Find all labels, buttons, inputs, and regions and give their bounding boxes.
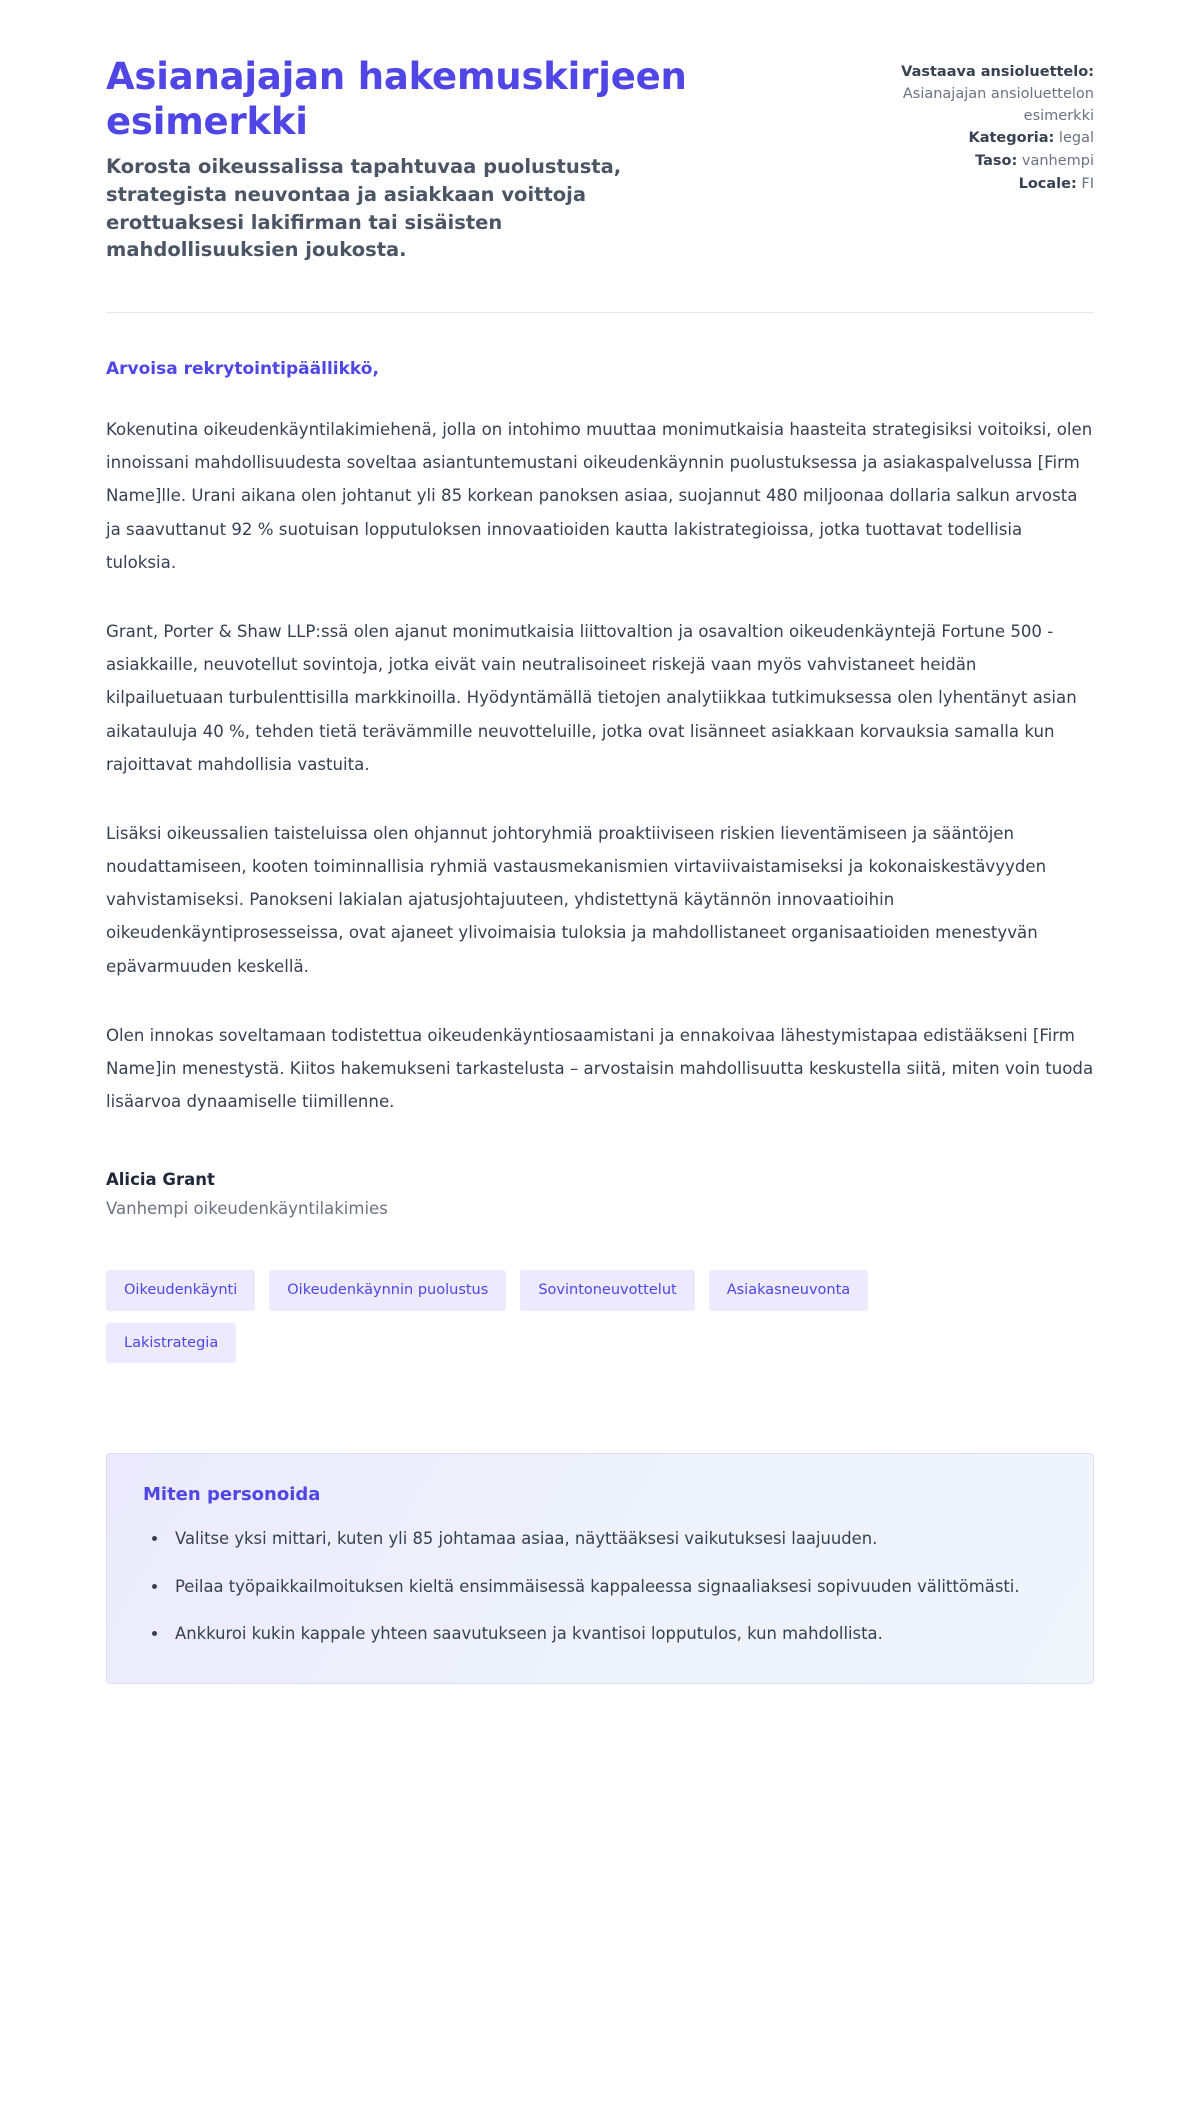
letter-salutation: Arvoisa rekrytointipäällikkö, [106, 359, 379, 379]
document-header [106, 44, 1094, 264]
meta-level-value: vanhempi [1021, 153, 1094, 169]
callout-title: Miten personoida [143, 1484, 321, 1506]
letter-paragraph: Grant, Porter & Shaw LLP:ssä olen ajanut monimutkaisia liittovaltion ja osavaltion oikeudenkäyntejä Fortune 500 -asiakkaille, neuvotellut sovintoja, jotka eivät vain neutralisoineet riskejä vaan myös vahvistaneet heidän kilpailuetuaan turbulenttisilla markkinoilla. Hyödyntämällä tietojen analytiikkaa tutkimuksessa olen lyhentänyt asian aikatauluja 40 %, tehden tietä terävämmille neuvotteluille, jotka ovat lisänneet asiakkaan korvauksia samalla kun rajoittavat mahdollisia vastuita. [106, 621, 1077, 774]
callout-list-item: • Valitse yksi mittari, kuten yli 85 johtamaa asiaa, näyttääksesi vaikutuksesi laajuuden. [169, 1523, 1057, 1554]
page-title: Asianajajan hakemuskirjeen esimerkki [106, 55, 687, 144]
letter-paragraph: Kokenutina oikeudenkäyntilakimiehenä, jolla on intohimo muuttaa monimutkaisia haasteita strategisiksi voitoiksi, olen innoissani mahdollisuudesta soveltaa asiantuntemustani oikeudenkäynnin puolustuksessa ja asiakaspalvelussa [Firm Name]lle. Urani aikana olen johtanut yli 85 korkean panoksen asiaa, suojannut 480 miljoonaa dollaria salkun arvosta ja saavuttanut 92 % suotuisan lopputuloksen innovaatioiden kautta lakistrategioissa, jotka tuottavat todellisia tuloksia. [106, 420, 1093, 572]
tag-list [106, 1270, 946, 1363]
callout-list [143, 1523, 1057, 1649]
header-title-block [106, 54, 746, 264]
meta-locale-label: Locale: [1018, 175, 1077, 192]
letter-paragraph: Olen innokas soveltamaan todistettua oikeudenkäyntiosaamistani ja ennakoivaa lähestymistapaa edistääkseni [Firm Name]in menestystä. Kiitos hakemukseni tarkastelusta – arvostaisin mahdollisuutta keskustella siitä, miten voin tuoda lisäarvoa dynaamiselle tiimillenne. [106, 1025, 1094, 1112]
signature-block [106, 1170, 1094, 1218]
meta-category-value: legal [1058, 130, 1094, 147]
meta-category [844, 128, 1094, 150]
tag-chip[interactable]: Lakistrategia [106, 1323, 236, 1364]
cover-letter-body [106, 313, 1094, 1684]
meta-category-label: Kategoria: [968, 130, 1055, 147]
signature-name: Alicia Grant [106, 1170, 215, 1190]
tag-chip[interactable]: Sovintoneuvottelut [520, 1270, 694, 1311]
tag-chip[interactable]: Asiakasneuvonta [709, 1270, 868, 1311]
meta-related-resume-label: Vastaava ansioluettelo: [901, 64, 1094, 80]
tag-chip[interactable]: Oikeudenkäynnin puolustus [269, 1270, 506, 1311]
meta-related-resume-value: Asianajajan ansioluettelon esimerkki [902, 85, 1094, 124]
meta-level-label: Taso: [975, 153, 1018, 169]
letter-paragraph: Lisäksi oikeussalien taisteluissa olen ohjannut johtoryhmiä proaktiiviseen riskien lieventämiseen ja sääntöjen noudattamiseen, kooten toiminnallisia ryhmiä vastausmekanismien virtaviivaistamiseksi ja kokonaiskestävyyden vahvistamiseksi. Panokseni lakialan ajatusjohtajuuteen, yhdistettynä käytännön innovaatioihin oikeudenkäyntiprosesseissa, ovat ajaneet ylivoimaisia tuloksia ja mahdollistaneet organisaatioiden menestyvän epävarmuuden keskellä. [106, 823, 1047, 976]
personalization-callout [106, 1453, 1094, 1684]
document-metadata [844, 54, 1094, 197]
meta-locale [844, 174, 1094, 196]
tag-chip[interactable]: Oikeudenkäynti [106, 1270, 255, 1311]
signature-title: Vanhempi oikeudenkäyntilakimies [106, 1199, 388, 1219]
meta-related-resume [844, 62, 1094, 127]
callout-list-item: • Ankkuroi kukin kappale yhteen saavutukseen ja kvantisoi lopputulos, kun mahdollista. [169, 1618, 1057, 1649]
meta-locale-value: FI [1081, 175, 1094, 192]
page-subtitle: Korosta oikeussalissa tapahtuvaa puolustusta, strategista neuvontaa ja asiakkaan voittoja erottuaksesi lakifirman tai sisäisten mahdollisuuksien joukosta. [106, 155, 622, 262]
letter-paragraphs [106, 413, 1094, 1118]
meta-level [844, 151, 1094, 173]
callout-list-item: • Peilaa työpaikkailmoituksen kieltä ensimmäisessä kappaleessa signaaliaksesi sopivuuden välittömästi. [169, 1571, 1057, 1602]
